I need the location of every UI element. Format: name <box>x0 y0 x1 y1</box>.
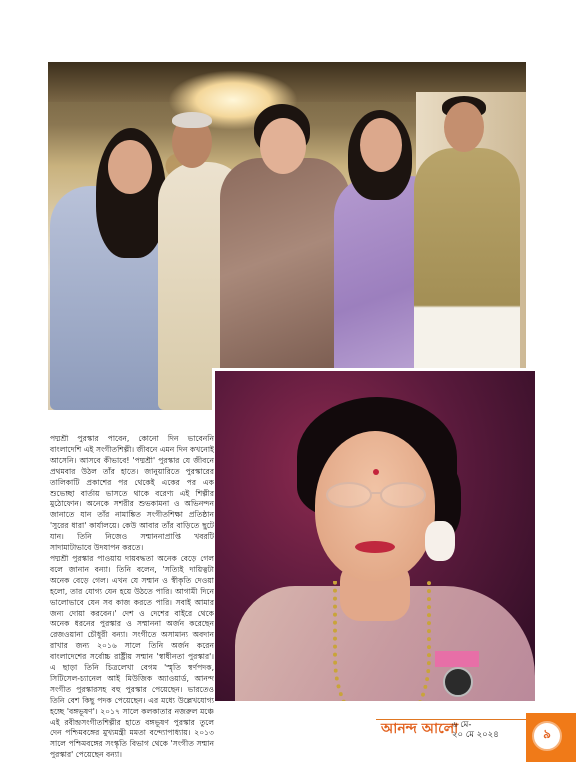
portrait-necklace <box>333 581 431 704</box>
person-elderly-man-hair <box>172 112 212 128</box>
person-center-lady-face <box>260 118 306 174</box>
portrait-lips <box>355 541 395 553</box>
person-lady-lilac-face <box>360 118 402 172</box>
article-paragraph-2: পদ্মশ্রী পুরস্কার পাওয়ায় দায়বদ্ধতা অনেক বেড়ে গেল বলে জানান বন্যা। তিনি বলেন, 'সত্যিই দায়িত্বটা অনেক বেড়ে গেল। এখন যে সম্মান ও স্বীকৃতি দেওয়া হলো, তার যোগ্য যেন হয়ে উঠতে পারি। আগামী দিনে ভালোভাবে যেন সব কাজ করতে পারি। সবাই আমার জন্য দোয়া করবেন।' দেশ ও দেশের বাইরে থেকে অনেক ধরনের পুরস্কার ও সম্মাননা অর্জন করেছেন রেজওয়ানা চৌধুরী বন্যা। সংগীতে অসামান্য অবদান রাখার জন্য ২০১৬ সালে তিনি অর্জন করেন বাংলাদেশের সর্বোচ্চ রাষ্ট্রীয় সম্মান 'স্বাধীনতা পুরস্কার'। এ ছাড়া তিনি চিত্রলেখা বেগম 'স্মৃতি স্বর্ণপদক, সিটিসেল-চ্যানেল আই মিউজিক অ্যাওয়ার্ড, আনন্দ সংগীত পুরস্কারসহ বহু পুরস্কার পেয়েছেন। ভারতেও তিনি বেশ কিছু পদক পেয়েছেন। এর মধ্যে উল্লেখযোগ্য হচ্ছে 'বঙ্গভূষণ'। ২০১৭ সালে কলকাতার নজরুল মঞ্চে এই রবীন্দ্রসংগীতশিল্পীর হাতে বঙ্গভূষণ পুরস্কার তুলে দেন পশ্চিমবঙ্গের মুখ্যমন্ত্রী মমতা বন্দ্যোপাধ্যায়। ২০১৩ সালে পশ্চিমবঙ্গের সংস্কৃতি বিভাগ থেকে 'সংগীত সম্মান পুরস্কার' পেয়েছেন বন্যা। <box>50 553 214 760</box>
portrait-glasses <box>323 481 429 509</box>
portrait-medal-ribbon <box>435 651 479 667</box>
portrait-photo <box>212 368 538 704</box>
issue-date: ৬ মে- ২০ মে ২০২৪ <box>452 720 499 740</box>
portrait-bindi <box>373 469 379 475</box>
portrait-medal <box>443 667 473 697</box>
article-body <box>50 434 214 761</box>
portrait-hair-flower <box>425 521 455 561</box>
page-number: ৯ <box>532 721 562 751</box>
magazine-brand: আনন্দ আলো <box>381 721 459 737</box>
person-man-vest-face <box>444 102 484 152</box>
article-paragraph-1: পদ্মশ্রী পুরস্কার পাবেন, কোনো দিন ভাবেননি বাংলাদেশি এই সংগীতশিল্পী। জীবনে এমন দিন কখনোই আসেনি। আসবে কীভাবে! 'পদ্মশ্রী' পুরস্কার যে জীবনে প্রথমবার উঠল তাঁর হাতে। জানুয়ারিতে পুরস্কারের তালিকাটি প্রকাশের পর থেকেই একের পর এক শুভেচ্ছা বার্তায় ভাসতে থাকে বরেণ্য এই শিল্পীর মুঠোফোন। অনেকে সশরীর শুভকামনা ও অভিনন্দন জানাতে যান তাঁর নামাঙ্কিত সংগীতশিক্ষা প্রতিষ্ঠান 'সুরের ধারা' কার্যালয়ে। কেউ আবার তাঁর বাড়িতে ছুটে যান। তিনি নিজেও সম্মাননাপ্রাপ্তি খবরটি সাদামাটাভাবে উদযাপন করতে। <box>50 434 214 553</box>
person-girl-face <box>108 140 152 194</box>
group-photo <box>48 62 526 410</box>
